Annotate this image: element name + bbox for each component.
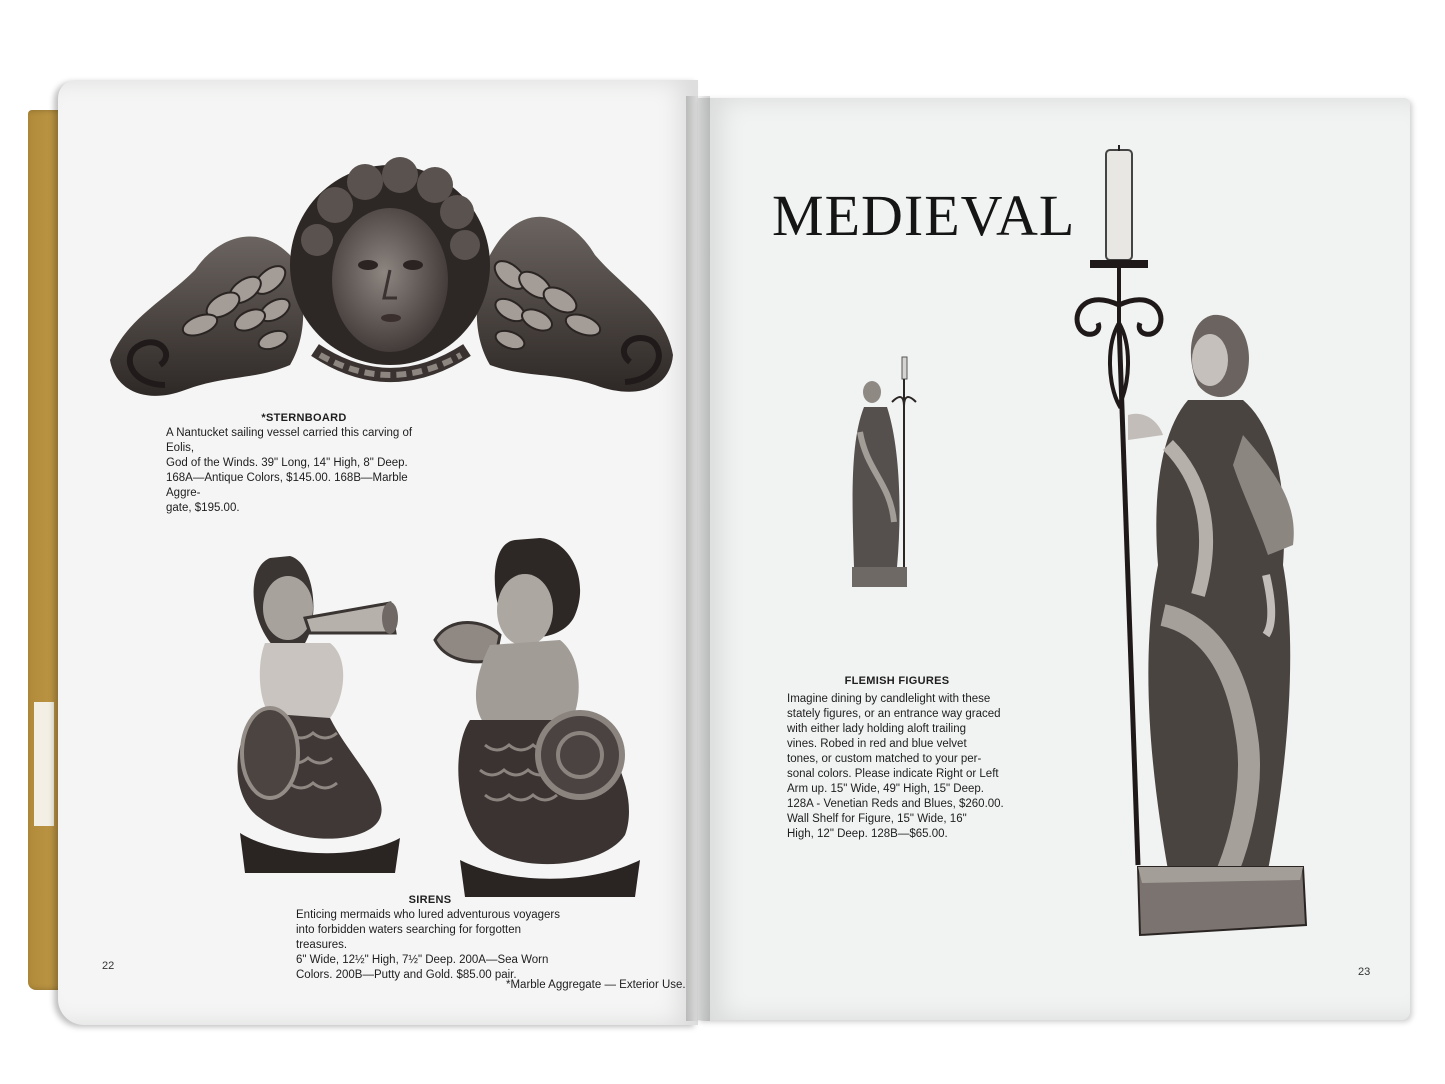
flemish-line: High, 12" Deep. 128B—$65.00. (787, 828, 948, 840)
flemish-line: Arm up. 15" Wide, 49" High, 15" Deep. (787, 783, 984, 795)
flemish-line: sonal colors. Please indicate Right or Left (787, 768, 999, 780)
sternboard-title: *STERNBOARD (261, 412, 347, 424)
page-number-left: 22 (102, 960, 115, 972)
flemish-line: Imagine dining by candlelight with these (787, 693, 991, 705)
flemish-line: Wall Shelf for Figure, 15" Wide, 16" (787, 813, 967, 825)
flemish-line: stately figures, or an entrance way graced (787, 708, 1001, 720)
cover-spine-label (34, 702, 54, 826)
sirens-mermaid-right-photo (430, 535, 645, 900)
sirens-title: SIRENS (408, 894, 452, 906)
flemish-line: vines. Robed in red and blue velvet (787, 738, 967, 750)
sternboard-carving-photo (105, 150, 675, 415)
flemish-line: 128A - Venetian Reds and Blues, $260.00. (787, 798, 1004, 810)
sirens-line: 6" Wide, 12½" High, 7½" Deep. 200A—Sea Worn (296, 954, 549, 966)
flemish-line: with either lady holding aloft trailing (787, 723, 966, 735)
page-gutter (686, 96, 710, 1021)
footnote: *Marble Aggregate — Exterior Use. (506, 979, 686, 991)
sirens-line: Colors. 200B—Putty and Gold. $85.00 pair. (296, 969, 517, 981)
flemish-figure-small-photo (842, 352, 927, 598)
sirens-line: Enticing mermaids who lured adventurous voyagers (296, 909, 560, 921)
flemish-line: tones, or custom matched to your per- (787, 753, 982, 765)
sternboard-line: God of the Winds. 39" Long, 14" High, 8" Deep. (166, 457, 408, 469)
section-heading: MEDIEVAL (772, 183, 1076, 248)
sternboard-line: gate, $195.00. (166, 502, 240, 514)
page-number-right: 23 (1358, 966, 1371, 978)
sternboard-line: A Nantucket sailing vessel carried this carving of Eolis, (166, 427, 413, 454)
sternboard-line: 168A—Antique Colors, $145.00. 168B—Marble Aggre- (166, 472, 408, 499)
flemish-figure-large-photo (1068, 145, 1313, 945)
flemish-title: FLEMISH FIGURES (844, 675, 950, 687)
flemish-caption (787, 674, 1007, 842)
sternboard-caption (166, 411, 442, 516)
sirens-mermaid-left-photo (230, 548, 410, 878)
sirens-line: into forbidden waters searching for forgotten treasures. (296, 924, 522, 951)
sirens-caption (296, 893, 564, 983)
